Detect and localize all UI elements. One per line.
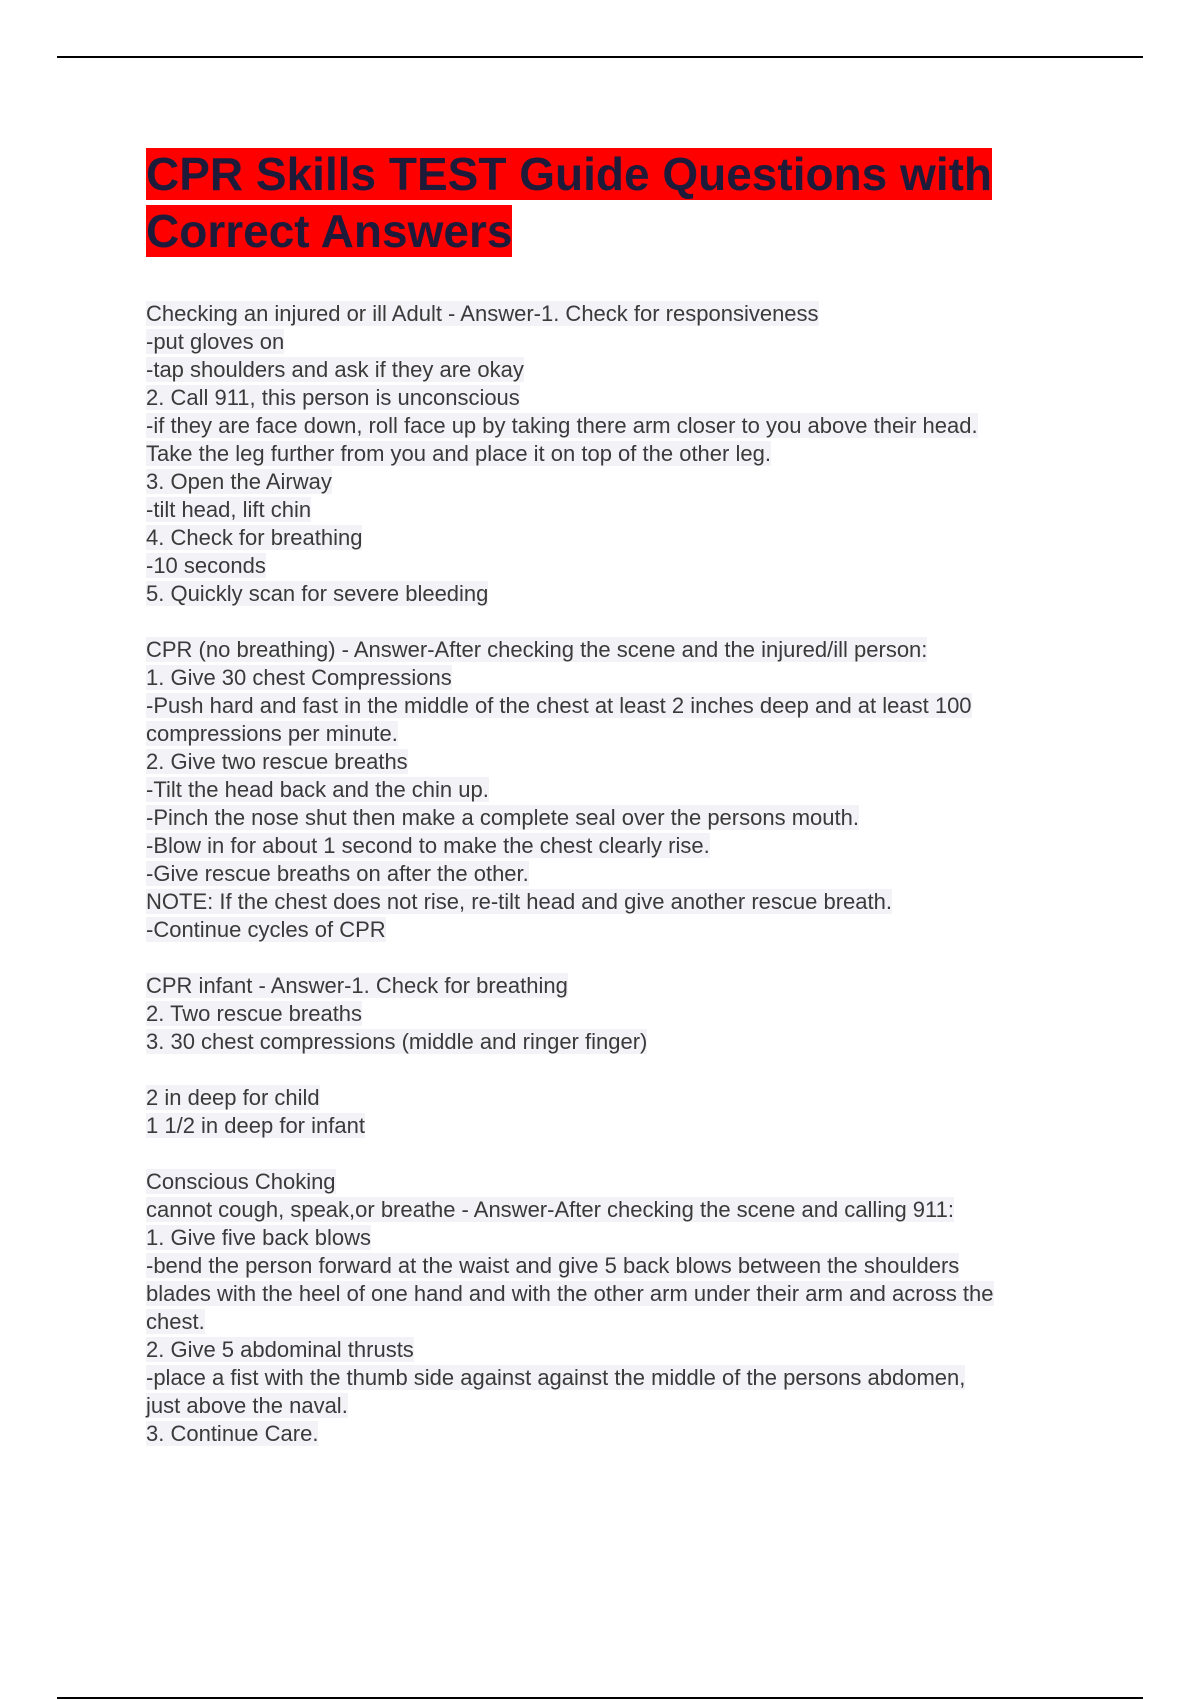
text-line [146,1000,1096,1028]
paragraph-gap [146,608,1096,636]
text-line [146,412,1096,440]
text-line [146,496,1096,524]
title-line-1: CPR Skills TEST Guide Questions with [146,148,993,200]
text-line-content: NOTE: If the chest does not rise, re-tilt head and give another rescue breath. [146,889,892,914]
text-line-content: chest. [146,1309,205,1334]
paragraph-gap [146,1056,1096,1084]
text-line [146,776,1096,804]
footer-rule [57,1697,1143,1699]
text-line [146,328,1096,356]
text-line [146,1168,1096,1196]
text-line-content: -place a fist with the thumb side against against the middle of the persons abdomen, [146,1365,966,1390]
text-line [146,720,1096,748]
text-line-content: -Tilt the head back and the chin up. [146,777,489,802]
text-line-content: -Pinch the nose shut then make a complete seal over the persons mouth. [146,805,859,830]
text-line-content: -if they are face down, roll face up by taking there arm closer to you above their head. [146,413,978,438]
text-line [146,692,1096,720]
qa-block [146,1084,1096,1140]
text-line-content: -Blow in for about 1 second to make the chest clearly rise. [146,833,710,858]
text-line [146,636,1096,664]
text-line [146,1280,1096,1308]
text-line-content: -Push hard and fast in the middle of the chest at least 2 inches deep and at least 100 [146,693,972,718]
text-line [146,1308,1096,1336]
text-line-content: -tap shoulders and ask if they are okay [146,357,524,382]
text-line [146,888,1096,916]
text-line [146,1084,1096,1112]
text-line-content: 5. Quickly scan for severe bleeding [146,581,489,606]
text-line-content: 1. Give 30 chest Compressions [146,665,452,690]
header-rule [57,56,1143,58]
text-line-content: 3. 30 chest compressions (middle and ringer finger) [146,1029,648,1054]
text-line [146,468,1096,496]
text-line [146,972,1096,1000]
text-line-content: 2. Give two rescue breaths [146,749,408,774]
text-line-content: 2. Call 911, this person is unconscious [146,385,520,410]
text-line-content: 2 in deep for child [146,1085,320,1110]
text-line-content: blades with the heel of one hand and with the other arm under their arm and across the [146,1281,994,1306]
text-line-content: 2. Give 5 abdominal thrusts [146,1337,414,1362]
paragraph-gap [146,944,1096,972]
text-line [146,524,1096,552]
qa-block [146,636,1096,944]
qa-block [146,300,1096,608]
text-line [146,748,1096,776]
text-line [146,860,1096,888]
text-line [146,1196,1096,1224]
text-line [146,916,1096,944]
text-line-content: 2. Two rescue breaths [146,1001,363,1026]
document-title [146,146,1096,260]
text-line-content: -bend the person forward at the waist and give 5 back blows between the shoulders [146,1253,960,1278]
text-line [146,552,1096,580]
text-line [146,1420,1096,1448]
text-line-content: -Give rescue breaths on after the other. [146,861,529,886]
text-line [146,580,1096,608]
text-line-content: 1 1/2 in deep for infant [146,1113,365,1138]
text-line [146,1252,1096,1280]
text-line [146,1028,1096,1056]
document-page [146,146,1096,1448]
text-line-content: CPR infant - Answer-1. Check for breathing [146,973,568,998]
text-line [146,356,1096,384]
text-line-content: -Continue cycles of CPR [146,917,386,942]
qa-block [146,972,1096,1056]
paragraph-gap [146,1140,1096,1168]
text-line [146,1364,1096,1392]
text-line [146,1224,1096,1252]
text-line-content: -10 seconds [146,553,266,578]
document-body [146,300,1096,1448]
text-line [146,832,1096,860]
text-line-content: Conscious Choking [146,1169,336,1194]
text-line [146,804,1096,832]
text-line [146,1112,1096,1140]
text-line-content: -put gloves on [146,329,285,354]
title-line-2: Correct Answers [146,205,513,257]
text-line [146,1392,1096,1420]
text-line-content: 3. Open the Airway [146,469,332,494]
text-line [146,384,1096,412]
text-line [146,664,1096,692]
text-line [146,440,1096,468]
text-line-content: Checking an injured or ill Adult - Answer-1. Check for responsiveness [146,301,819,326]
text-line-content: CPR (no breathing) - Answer-After checking the scene and the injured/ill person: [146,637,928,662]
text-line-content: Take the leg further from you and place it on top of the other leg. [146,441,771,466]
text-line-content: cannot cough, speak,or breathe - Answer-After checking the scene and calling 911: [146,1197,954,1222]
text-line [146,300,1096,328]
text-line-content: 4. Check for breathing [146,525,363,550]
text-line-content: -tilt head, lift chin [146,497,312,522]
text-line-content: 1. Give five back blows [146,1225,371,1250]
text-line-content: 3. Continue Care. [146,1421,319,1446]
qa-block [146,1168,1096,1448]
text-line [146,1336,1096,1364]
text-line-content: just above the naval. [146,1393,348,1418]
text-line-content: compressions per minute. [146,721,398,746]
